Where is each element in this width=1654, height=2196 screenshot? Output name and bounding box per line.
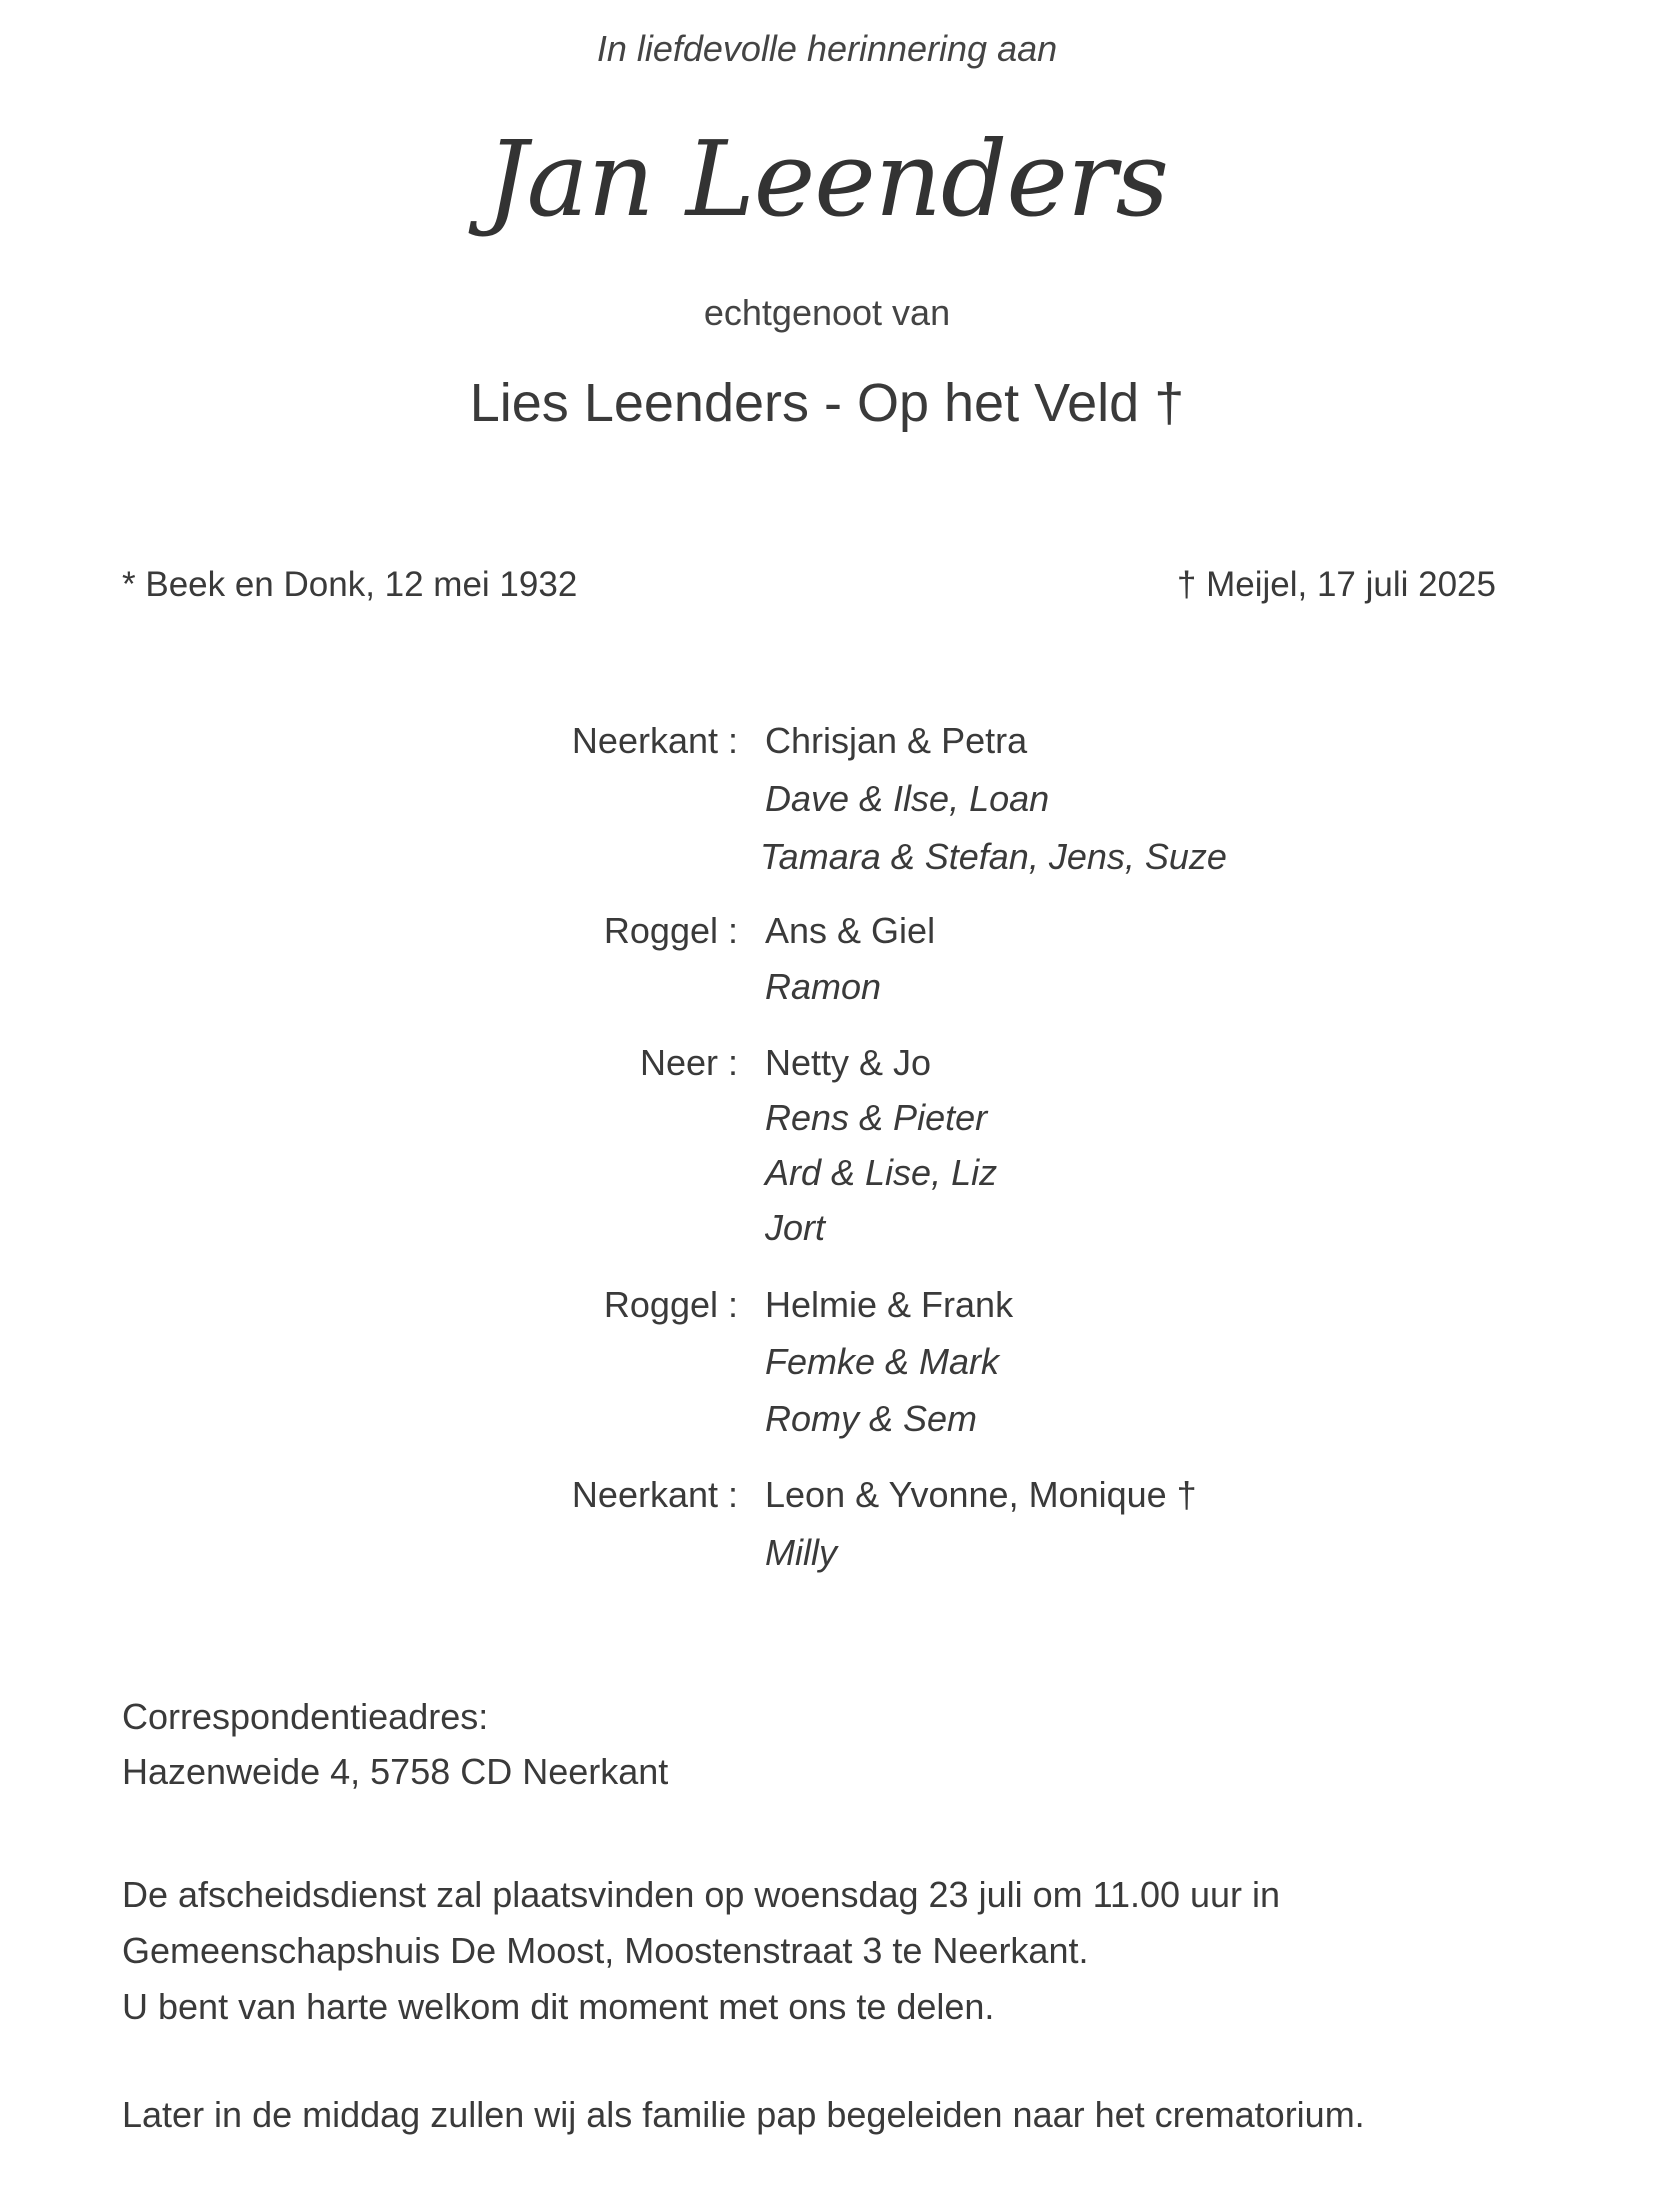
birth-date: * Beek en Donk, 12 mei 1932	[122, 565, 578, 604]
family-place: Roggel :	[603, 1284, 738, 1325]
family-place: Neerkant :	[571, 720, 738, 761]
service-line: U bent van harte welkom dit moment met ons te delen.	[122, 1986, 995, 2027]
correspondence-label: Correspondentieadres:	[122, 1696, 489, 1737]
family-child: Dave & Ilse, Loan	[765, 778, 1050, 819]
family-main: Leon & Yvonne, Monique †	[765, 1474, 1197, 1515]
service-line: Gemeenschapshuis De Moost, Moostenstraat 3 te Neerkant.	[122, 1930, 1089, 1971]
family-child: Tamara & Stefan, Jens, Suze	[760, 836, 1227, 877]
family-child: Romy & Sem	[765, 1398, 978, 1439]
intro-text: In liefdevolle herinnering aan	[596, 28, 1058, 69]
deceased-name: Jan Leenders	[485, 118, 1169, 240]
family-child: Femke & Mark	[765, 1341, 1000, 1382]
family-child: Rens & Pieter	[765, 1097, 988, 1138]
family-child: Jort	[765, 1207, 826, 1248]
family-main: Chrisjan & Petra	[765, 720, 1028, 761]
family-child: Ramon	[765, 966, 882, 1007]
closing-text: Later in de middag zullen wij als familie pap begeleiden naar het crematorium.	[122, 2094, 1365, 2135]
death-date: † Meijel, 17 juli 2025	[1176, 565, 1496, 604]
family-place: Neerkant :	[571, 1474, 738, 1515]
family-main: Helmie & Frank	[765, 1284, 1014, 1325]
family-child: Ard & Lise, Liz	[765, 1152, 998, 1193]
spouse-name: Lies Leenders - Op het Veld †	[469, 373, 1185, 433]
family-main: Netty & Jo	[765, 1042, 932, 1083]
spouse-intro: echtgenoot van	[703, 292, 951, 333]
family-child: Milly	[765, 1532, 837, 1573]
correspondence-address: Hazenweide 4, 5758 CD Neerkant	[122, 1751, 669, 1792]
family-main: Ans & Giel	[765, 910, 936, 951]
family-place: Neer :	[639, 1042, 738, 1083]
service-line: De afscheidsdienst zal plaatsvinden op woensdag 23 juli om 11.00 uur in	[122, 1874, 1281, 1915]
family-place: Roggel :	[603, 910, 738, 951]
